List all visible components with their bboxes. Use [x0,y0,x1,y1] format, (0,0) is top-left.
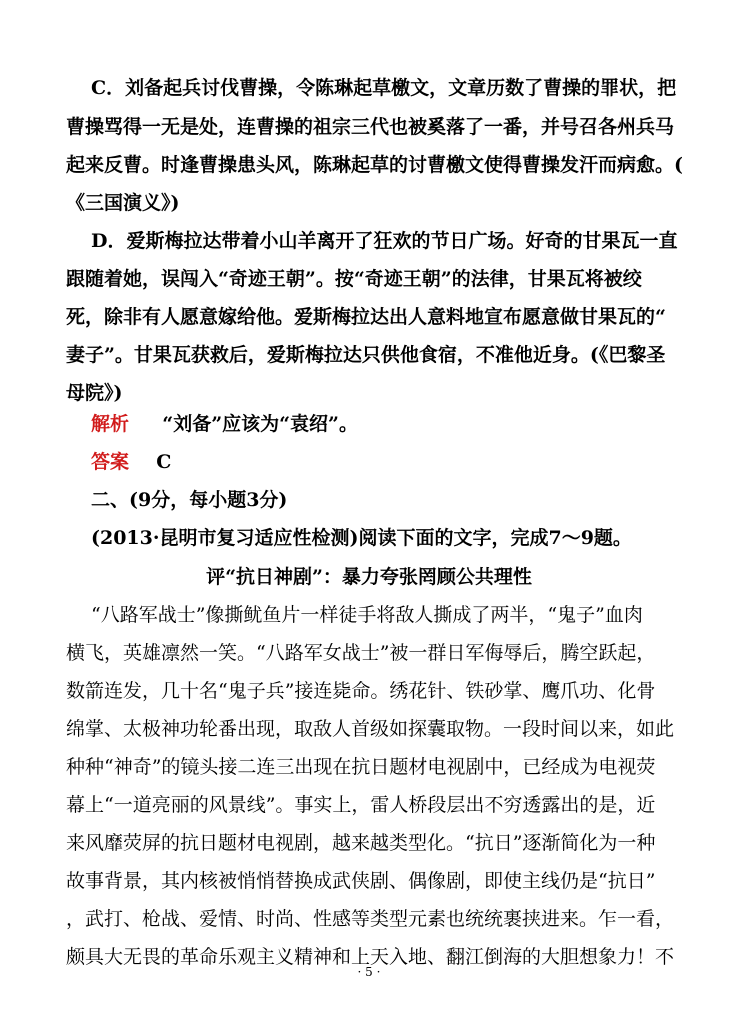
option-d-line-1: D．爱斯梅拉达带着小山羊离开了狂欢的节日广场。好奇的甘果瓦一直 [91,230,678,252]
answer-row [91,450,676,474]
article-line-8: 故事背景，其内核被悄悄替换成武侠剧、偶像剧，即使主线仍是“抗日” [66,870,656,892]
article-line-4: 绵掌、太极神功轮番出现，取敌人首级如探囊取物。一段时间以来，如此 [66,718,675,740]
analysis-text: “刘备”应该为“袁绍”。 [162,413,358,435]
option-d-line-3: 死，除非有人愿意嫁给他。爱斯梅拉达出人意料地宣布愿意做甘果瓦的“ [66,306,666,328]
option-c-line-2: 曹操骂得一无是处，连曹操的祖宗三代也被奚落了一番，并号召各州兵马 [66,116,675,138]
option-c-line-3: 起来反曹。时逢曹操患头风，陈琳起草的讨曹檄文使得曹操发汗而病愈。( [66,154,683,176]
answer-label: 答案 [91,451,130,473]
article-line-7: 来风靡荧屏的抗日题材电视剧，越来越类型化。“抗日”逐渐简化为一种 [66,832,656,854]
article-line-2: 横飞，英雄凛然一笑。“八路军女战士”被一群日军侮辱后，腾空跃起， [66,642,656,664]
page-number: · 5 · [357,965,381,979]
article-line-1: “八路军战士”像撕鱿鱼片一样徒手将敌人撕成了两半，“鬼子”血肉 [91,604,643,626]
option-d-line-5: 母院》) [66,382,123,404]
option-c-line-4: 《三国演义》) [66,192,180,214]
section-instruction: (2013·昆明市复习适应性检测)阅读下面的文字，完成7～9题。 [91,527,632,549]
section-heading: 二、(9分，每小题3分) [91,489,288,511]
answer-text: C [156,451,172,473]
article-title: 评“抗日神剧”：暴力夸张罔顾公共理性 [206,566,532,588]
article-line-6: 幕上“一道亮丽的风景线”。事实上，雷人桥段层出不穷透露出的是，近 [66,794,656,816]
article-line-10: 颇具大无畏的革命乐观主义精神和上天入地、翻江倒海的大胆想象力！不 [66,946,675,968]
article-line-3: 数箭连发，几十名“鬼子兵”接连毙命。绣花针、铁砂掌、鹰爪功、化骨 [66,680,656,702]
article-line-9: ，武打、枪战、爱情、时尚、性感等类型元素也统统裹挟进来。乍一看， [66,908,675,930]
analysis-row [91,412,676,436]
option-d-line-2: 跟随着她，误闯入“奇迹王朝”。按“奇迹王朝”的法律，甘果瓦将被绞 [66,268,642,290]
analysis-label: 解析 [91,413,130,435]
article-line-5: 种种“神奇”的镜头接二连三出现在抗日题材电视剧中，已经成为电视荧 [66,756,656,778]
option-c-line-1: C．刘备起兵讨伐曹操，令陈琳起草檄文，文章历数了曹操的罪状，把 [91,77,677,99]
option-d-line-4: 妻子”。甘果瓦获救后，爱斯梅拉达只供他食宿，不准他近身。(《巴黎圣 [66,344,666,366]
